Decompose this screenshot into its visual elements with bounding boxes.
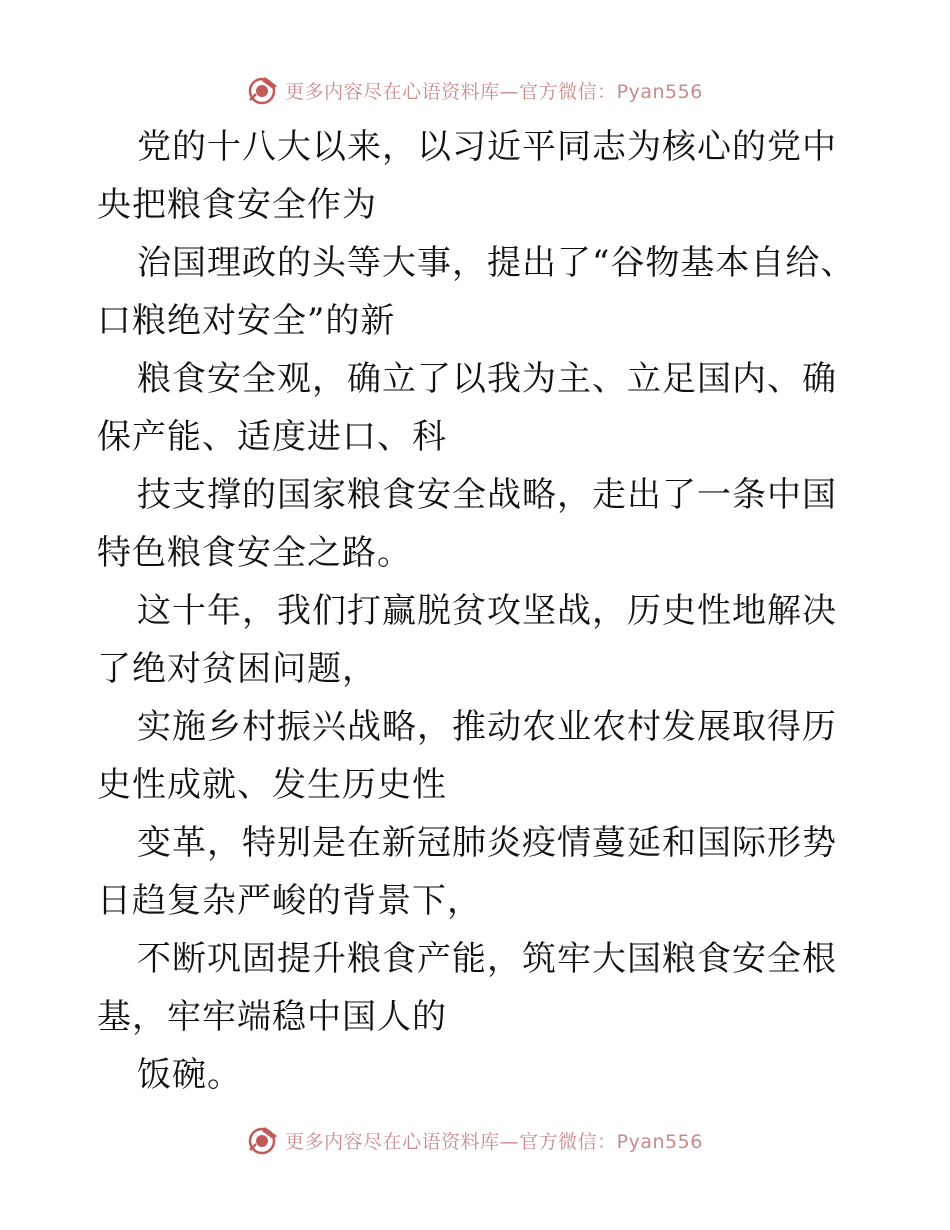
header-banner (0, 70, 950, 110)
pen-seal-icon (247, 74, 279, 106)
paragraph-7: 变革，特别是在新冠肺炎疫情蔓延和国际形势日趋复杂严峻的背景下， (97, 823, 837, 921)
footer-banner (0, 1120, 950, 1160)
paragraph-1: 党的十八大以来，以习近平同志为核心的党中央把粮食安全作为 (97, 127, 837, 225)
paragraph-6: 实施乡村振兴战略，推动农业农村发展取得历史性成就、发生历史性 (97, 707, 837, 805)
paragraph-9: 饭碗。 (137, 1055, 242, 1095)
paragraph-8: 不断巩固提升粮食产能，筑牢大国粮食安全根基，牢牢端稳中国人的 (97, 939, 837, 1037)
pen-seal-icon (247, 1124, 279, 1156)
paragraph-3: 粮食安全观，确立了以我为主、立足国内、确保产能、适度进口、科 (97, 359, 837, 457)
paragraph-4: 技支撑的国家粮食安全战略，走出了一条中国特色粮食安全之路。 (97, 475, 837, 573)
header-banner-text: 更多内容尽在心语资料库—官方微信：Pyan556 (285, 80, 703, 103)
document-body (97, 118, 857, 1104)
paragraph-2: 治国理政的头等大事，提出了“谷物基本自给、口粮绝对安全”的新 (97, 243, 856, 341)
paragraph-5: 这十年，我们打赢脱贫攻坚战，历史性地解决了绝对贫困问题， (97, 591, 837, 689)
footer-banner-text: 更多内容尽在心语资料库—官方微信：Pyan556 (285, 1130, 703, 1153)
